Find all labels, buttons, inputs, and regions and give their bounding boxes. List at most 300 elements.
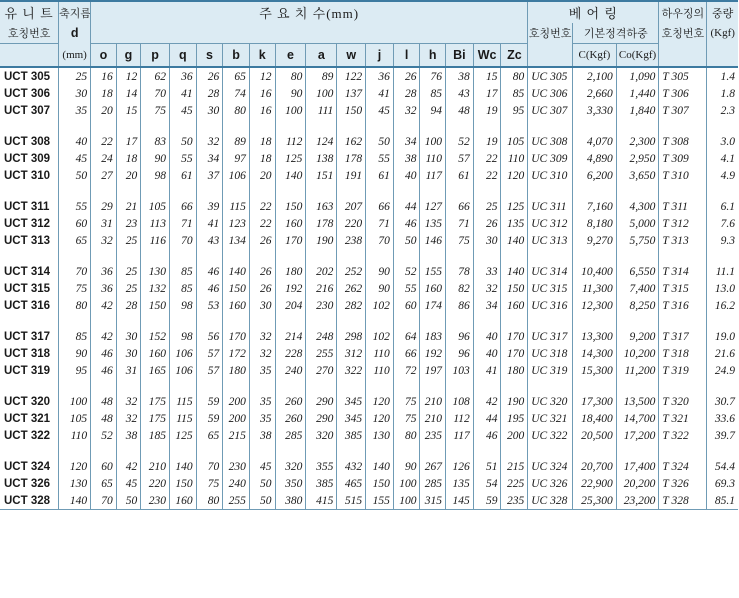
dim-w-cell: 432 <box>337 458 366 475</box>
spacer-cell <box>420 444 446 458</box>
spacer-cell <box>420 184 446 198</box>
dim-wc-cell: 30 <box>473 232 501 249</box>
dim-w-cell: 322 <box>337 362 366 379</box>
dim-bi-cell: 103 <box>446 362 474 379</box>
dim-e-cell: 150 <box>275 198 306 215</box>
spacer-cell <box>91 444 117 458</box>
dim-h-cell: 94 <box>420 102 446 119</box>
spacer-cell <box>528 119 573 133</box>
col-bi: Bi <box>446 43 474 67</box>
dim-k-cell: 22 <box>249 215 275 232</box>
dim-s-cell: 46 <box>196 263 223 280</box>
spacer-cell <box>116 184 141 198</box>
shaft-d-cell: 105 <box>59 410 91 427</box>
spacer-cell <box>223 379 250 393</box>
dim-bi-cell: 96 <box>446 345 474 362</box>
spacer-cell <box>707 444 738 458</box>
spacer-cell <box>141 444 170 458</box>
dim-l-cell: 46 <box>393 215 420 232</box>
dim-b-cell: 89 <box>223 133 250 150</box>
spacer-cell <box>616 444 659 458</box>
dim-a-cell: 178 <box>306 215 337 232</box>
dim-j-cell: 71 <box>366 215 394 232</box>
dim-s-cell: 46 <box>196 280 223 297</box>
weight-cell: 13.0 <box>707 280 738 297</box>
dim-wc-cell: 32 <box>473 280 501 297</box>
dim-k-cell: 26 <box>249 280 275 297</box>
dim-s-cell: 59 <box>196 410 223 427</box>
dim-s-cell: 65 <box>196 427 223 444</box>
dim-a-cell: 100 <box>306 85 337 102</box>
dim-b-cell: 97 <box>223 150 250 167</box>
spacer-cell <box>223 444 250 458</box>
dim-q-cell: 125 <box>170 427 197 444</box>
table-row <box>0 150 738 167</box>
spacer-cell <box>420 119 446 133</box>
spacer-cell <box>170 444 197 458</box>
load-co-cell: 17,200 <box>616 427 659 444</box>
dim-p-cell: 113 <box>141 215 170 232</box>
dim-q-cell: 66 <box>170 198 197 215</box>
weight-cell: 3.0 <box>707 133 738 150</box>
dim-s-cell: 37 <box>196 167 223 184</box>
dim-p-cell: 220 <box>141 475 170 492</box>
unit-no-cell: UCT 306 <box>4 87 51 100</box>
dim-g-cell: 25 <box>116 232 141 249</box>
table-row <box>0 410 738 427</box>
spacer-cell <box>393 184 420 198</box>
load-c-cell: 10,400 <box>573 263 617 280</box>
shaft-d-cell: 80 <box>59 297 91 314</box>
housing-no-cell: T 319 <box>659 362 707 379</box>
dim-j-cell: 50 <box>366 133 394 150</box>
bearing-no-cell: UC 310 <box>528 167 573 184</box>
dim-zc-cell: 180 <box>501 362 528 379</box>
housing-no-cell: T 309 <box>659 150 707 167</box>
dim-bi-cell: 108 <box>446 393 474 410</box>
header-dims-spacer <box>91 23 528 43</box>
unit-no-cell: UCT 307 <box>4 104 51 117</box>
shaft-d-cell: 65 <box>59 232 91 249</box>
spacer-cell <box>337 119 366 133</box>
spacer-cell <box>707 249 738 263</box>
load-co-cell: 1,840 <box>616 102 659 119</box>
load-co-cell: 1,090 <box>616 67 659 85</box>
spacer-cell <box>59 184 91 198</box>
dim-bi-cell: 145 <box>446 492 474 510</box>
dim-h-cell: 183 <box>420 328 446 345</box>
dim-a-cell: 355 <box>306 458 337 475</box>
spacer-cell <box>501 119 528 133</box>
dim-e-cell: 160 <box>275 215 306 232</box>
dim-l-cell: 60 <box>393 297 420 314</box>
spacer-cell <box>91 379 117 393</box>
dim-b-cell: 80 <box>223 102 250 119</box>
dim-o-cell: 16 <box>91 67 117 85</box>
dim-k-cell: 22 <box>249 198 275 215</box>
spacer-cell <box>170 314 197 328</box>
spacer-cell <box>116 119 141 133</box>
load-co-cell: 14,700 <box>616 410 659 427</box>
spacer-cell <box>306 119 337 133</box>
dim-p-cell: 70 <box>141 85 170 102</box>
dim-wc-cell: 40 <box>473 328 501 345</box>
dim-k-cell: 45 <box>249 458 275 475</box>
dim-wc-cell: 19 <box>473 133 501 150</box>
unit-no-cell: UCT 321 <box>4 412 51 425</box>
dim-a-cell: 151 <box>306 167 337 184</box>
spacer-cell <box>116 314 141 328</box>
header-housing-no: 호칭번호 <box>659 23 707 43</box>
dim-bi-cell: 117 <box>446 427 474 444</box>
dim-bi-cell: 52 <box>446 133 474 150</box>
dim-b-cell: 170 <box>223 328 250 345</box>
table-row <box>0 232 738 249</box>
dim-e-cell: 350 <box>275 475 306 492</box>
dim-q-cell: 70 <box>170 232 197 249</box>
dim-j-cell: 140 <box>366 458 394 475</box>
dim-j-cell: 110 <box>366 362 394 379</box>
header-main-dims: 주 요 치 수(mm) <box>91 1 528 23</box>
dim-zc-cell: 140 <box>501 232 528 249</box>
unit-no-cell: UCT 317 <box>4 330 51 343</box>
dim-q-cell: 50 <box>170 133 197 150</box>
dim-g-cell: 38 <box>116 427 141 444</box>
dim-p-cell: 175 <box>141 393 170 410</box>
bearing-no-cell: UC 319 <box>528 362 573 379</box>
shaft-d-cell: 90 <box>59 345 91 362</box>
spacer-cell <box>223 249 250 263</box>
spacer-cell <box>59 119 91 133</box>
load-c-cell: 7,160 <box>573 198 617 215</box>
weight-cell: 1.4 <box>707 67 738 85</box>
spacer-cell <box>337 379 366 393</box>
spacer-cell <box>659 379 707 393</box>
dim-g-cell: 31 <box>116 362 141 379</box>
shaft-d-cell: 60 <box>59 215 91 232</box>
bearing-no-cell: UC 328 <box>528 492 573 510</box>
col-o: o <box>91 43 117 67</box>
spacer-cell <box>337 444 366 458</box>
dim-e-cell: 125 <box>275 150 306 167</box>
weight-cell: 2.3 <box>707 102 738 119</box>
dim-h-cell: 85 <box>420 85 446 102</box>
spacer-cell <box>141 119 170 133</box>
dim-a-cell: 190 <box>306 232 337 249</box>
spacer-cell <box>707 184 738 198</box>
dim-zc-cell: 85 <box>501 85 528 102</box>
spacer-cell <box>573 119 617 133</box>
table-row <box>0 427 738 444</box>
dim-b-cell: 180 <box>223 362 250 379</box>
dim-p-cell: 62 <box>141 67 170 85</box>
spacer-cell <box>196 119 223 133</box>
dim-zc-cell: 150 <box>501 280 528 297</box>
dim-b-cell: 200 <box>223 410 250 427</box>
spacer-cell <box>59 314 91 328</box>
spacer-cell <box>573 379 617 393</box>
dim-p-cell: 185 <box>141 427 170 444</box>
dim-j-cell: 102 <box>366 328 394 345</box>
load-co-cell: 13,500 <box>616 393 659 410</box>
dim-o-cell: 24 <box>91 150 117 167</box>
table-row <box>0 215 738 232</box>
dim-e-cell: 90 <box>275 85 306 102</box>
dim-q-cell: 106 <box>170 362 197 379</box>
dim-o-cell: 36 <box>91 280 117 297</box>
load-co-cell: 5,000 <box>616 215 659 232</box>
shaft-d-cell: 100 <box>59 393 91 410</box>
dim-w-cell: 191 <box>337 167 366 184</box>
spacer-cell <box>337 249 366 263</box>
spacer-cell <box>249 379 275 393</box>
spacer-cell <box>420 249 446 263</box>
dim-l-cell: 32 <box>393 102 420 119</box>
spacer-cell <box>249 119 275 133</box>
dim-l-cell: 64 <box>393 328 420 345</box>
spacer-cell <box>528 444 573 458</box>
spacer-cell <box>170 119 197 133</box>
dim-g-cell: 15 <box>116 102 141 119</box>
col-k: k <box>249 43 275 67</box>
dim-s-cell: 32 <box>196 133 223 150</box>
spacer-cell <box>196 314 223 328</box>
dim-q-cell: 106 <box>170 345 197 362</box>
dim-b-cell: 255 <box>223 492 250 510</box>
load-co-cell: 11,200 <box>616 362 659 379</box>
dim-w-cell: 252 <box>337 263 366 280</box>
dim-w-cell: 137 <box>337 85 366 102</box>
dim-j-cell: 120 <box>366 393 394 410</box>
dim-p-cell: 210 <box>141 458 170 475</box>
dim-wc-cell: 26 <box>473 215 501 232</box>
dim-wc-cell: 19 <box>473 102 501 119</box>
bearing-no-cell: UC 316 <box>528 297 573 314</box>
dim-q-cell: 55 <box>170 150 197 167</box>
dim-p-cell: 75 <box>141 102 170 119</box>
dim-k-cell: 50 <box>249 492 275 510</box>
load-co-cell: 9,200 <box>616 328 659 345</box>
header-bearing-blank <box>528 43 573 67</box>
spacer-cell <box>366 314 394 328</box>
shaft-d-cell: 25 <box>59 67 91 85</box>
dim-a-cell: 216 <box>306 280 337 297</box>
dim-bi-cell: 57 <box>446 150 474 167</box>
dim-s-cell: 53 <box>196 297 223 314</box>
dim-w-cell: 238 <box>337 232 366 249</box>
dim-e-cell: 192 <box>275 280 306 297</box>
spacer-cell <box>337 184 366 198</box>
weight-cell: 39.7 <box>707 427 738 444</box>
dim-o-cell: 32 <box>91 232 117 249</box>
dim-o-cell: 48 <box>91 410 117 427</box>
dim-h-cell: 117 <box>420 167 446 184</box>
dim-a-cell: 270 <box>306 362 337 379</box>
dim-b-cell: 106 <box>223 167 250 184</box>
load-c-cell: 20,500 <box>573 427 617 444</box>
spacer-cell <box>501 444 528 458</box>
bearing-no-cell: UC 305 <box>528 67 573 85</box>
dim-g-cell: 32 <box>116 410 141 427</box>
housing-no-cell: T 306 <box>659 85 707 102</box>
load-co-cell: 5,750 <box>616 232 659 249</box>
dim-a-cell: 138 <box>306 150 337 167</box>
shaft-d-cell: 50 <box>59 167 91 184</box>
dim-s-cell: 28 <box>196 85 223 102</box>
bearing-no-cell: UC 326 <box>528 475 573 492</box>
dim-w-cell: 162 <box>337 133 366 150</box>
dim-s-cell: 57 <box>196 362 223 379</box>
col-s: s <box>196 43 223 67</box>
header-housing: 하우징의 <box>659 1 707 23</box>
dim-k-cell: 32 <box>249 345 275 362</box>
load-co-cell: 6,550 <box>616 263 659 280</box>
shaft-d-cell: 140 <box>59 492 91 510</box>
dim-wc-cell: 33 <box>473 263 501 280</box>
spacer-cell <box>249 444 275 458</box>
dim-zc-cell: 125 <box>501 198 528 215</box>
dim-q-cell: 85 <box>170 263 197 280</box>
dim-p-cell: 116 <box>141 232 170 249</box>
spacer-cell <box>659 314 707 328</box>
dim-h-cell: 197 <box>420 362 446 379</box>
spacer-cell <box>275 314 306 328</box>
group-spacer <box>0 249 738 263</box>
spacer-cell <box>170 184 197 198</box>
housing-no-cell: T 310 <box>659 167 707 184</box>
col-p: p <box>141 43 170 67</box>
spacer-cell <box>707 119 738 133</box>
spacer-cell <box>659 444 707 458</box>
dim-l-cell: 34 <box>393 133 420 150</box>
weight-cell: 69.3 <box>707 475 738 492</box>
dim-a-cell: 163 <box>306 198 337 215</box>
dim-h-cell: 127 <box>420 198 446 215</box>
spacer-cell <box>616 119 659 133</box>
spacer-cell <box>196 184 223 198</box>
spacer-cell <box>116 249 141 263</box>
dim-p-cell: 152 <box>141 328 170 345</box>
dim-wc-cell: 22 <box>473 150 501 167</box>
table-row <box>0 67 738 85</box>
dim-wc-cell: 42 <box>473 393 501 410</box>
dim-e-cell: 100 <box>275 102 306 119</box>
header-bearing-no: 호칭번호 <box>528 23 573 43</box>
header-blank <box>0 43 59 67</box>
dim-zc-cell: 80 <box>501 67 528 85</box>
dim-h-cell: 155 <box>420 263 446 280</box>
dim-k-cell: 32 <box>249 328 275 345</box>
weight-cell: 30.7 <box>707 393 738 410</box>
dim-o-cell: 27 <box>91 167 117 184</box>
col-h: h <box>420 43 446 67</box>
dim-l-cell: 80 <box>393 427 420 444</box>
dim-wc-cell: 40 <box>473 345 501 362</box>
dim-g-cell: 17 <box>116 133 141 150</box>
spacer-cell <box>275 444 306 458</box>
dim-a-cell: 124 <box>306 133 337 150</box>
dim-wc-cell: 59 <box>473 492 501 510</box>
dim-wc-cell: 34 <box>473 297 501 314</box>
bearing-no-cell: UC 307 <box>528 102 573 119</box>
group-spacer <box>0 379 738 393</box>
unit-no-cell: UCT 319 <box>4 364 51 377</box>
dim-b-cell: 160 <box>223 297 250 314</box>
dim-b-cell: 115 <box>223 198 250 215</box>
dim-l-cell: 75 <box>393 393 420 410</box>
dim-p-cell: 165 <box>141 362 170 379</box>
spacer-cell <box>196 444 223 458</box>
dim-e-cell: 260 <box>275 393 306 410</box>
dim-l-cell: 50 <box>393 232 420 249</box>
dim-q-cell: 41 <box>170 85 197 102</box>
housing-no-cell: T 318 <box>659 345 707 362</box>
dim-s-cell: 75 <box>196 475 223 492</box>
spacer-cell <box>393 249 420 263</box>
spacer-cell <box>393 444 420 458</box>
dim-j-cell: 155 <box>366 492 394 510</box>
header-unit: 유 니 트 <box>0 1 59 23</box>
table-row <box>0 85 738 102</box>
housing-no-cell: T 326 <box>659 475 707 492</box>
dim-k-cell: 30 <box>249 297 275 314</box>
dim-zc-cell: 190 <box>501 393 528 410</box>
dim-q-cell: 160 <box>170 492 197 510</box>
spacer-cell <box>275 249 306 263</box>
dim-q-cell: 36 <box>170 67 197 85</box>
table-row <box>0 475 738 492</box>
dim-j-cell: 61 <box>366 167 394 184</box>
dim-o-cell: 36 <box>91 263 117 280</box>
dim-k-cell: 35 <box>249 362 275 379</box>
dim-bi-cell: 61 <box>446 167 474 184</box>
dim-o-cell: 31 <box>91 215 117 232</box>
weight-cell: 33.6 <box>707 410 738 427</box>
dim-w-cell: 150 <box>337 102 366 119</box>
spacer-cell <box>223 314 250 328</box>
bearing-no-cell: UC 314 <box>528 263 573 280</box>
dim-g-cell: 42 <box>116 458 141 475</box>
col-l: l <box>393 43 420 67</box>
bearing-no-cell: UC 308 <box>528 133 573 150</box>
dim-h-cell: 267 <box>420 458 446 475</box>
spacer-cell <box>473 314 501 328</box>
dim-bi-cell: 75 <box>446 232 474 249</box>
dim-zc-cell: 135 <box>501 215 528 232</box>
load-c-cell: 22,900 <box>573 475 617 492</box>
spacer-cell <box>59 379 91 393</box>
dim-k-cell: 12 <box>249 67 275 85</box>
dim-b-cell: 172 <box>223 345 250 362</box>
spacer-cell <box>91 314 117 328</box>
bearing-no-cell: UC 324 <box>528 458 573 475</box>
spacer-cell <box>420 314 446 328</box>
dim-wc-cell: 51 <box>473 458 501 475</box>
unit-no-cell: UCT 326 <box>4 477 51 490</box>
dim-a-cell: 230 <box>306 297 337 314</box>
unit-no-cell: UCT 324 <box>4 460 51 473</box>
dim-w-cell: 385 <box>337 427 366 444</box>
spacer-cell <box>366 184 394 198</box>
dim-s-cell: 57 <box>196 345 223 362</box>
shaft-d-cell: 130 <box>59 475 91 492</box>
dim-q-cell: 115 <box>170 393 197 410</box>
dim-b-cell: 215 <box>223 427 250 444</box>
spacer-cell <box>473 444 501 458</box>
dim-s-cell: 80 <box>196 492 223 510</box>
dim-e-cell: 320 <box>275 458 306 475</box>
dim-h-cell: 76 <box>420 67 446 85</box>
